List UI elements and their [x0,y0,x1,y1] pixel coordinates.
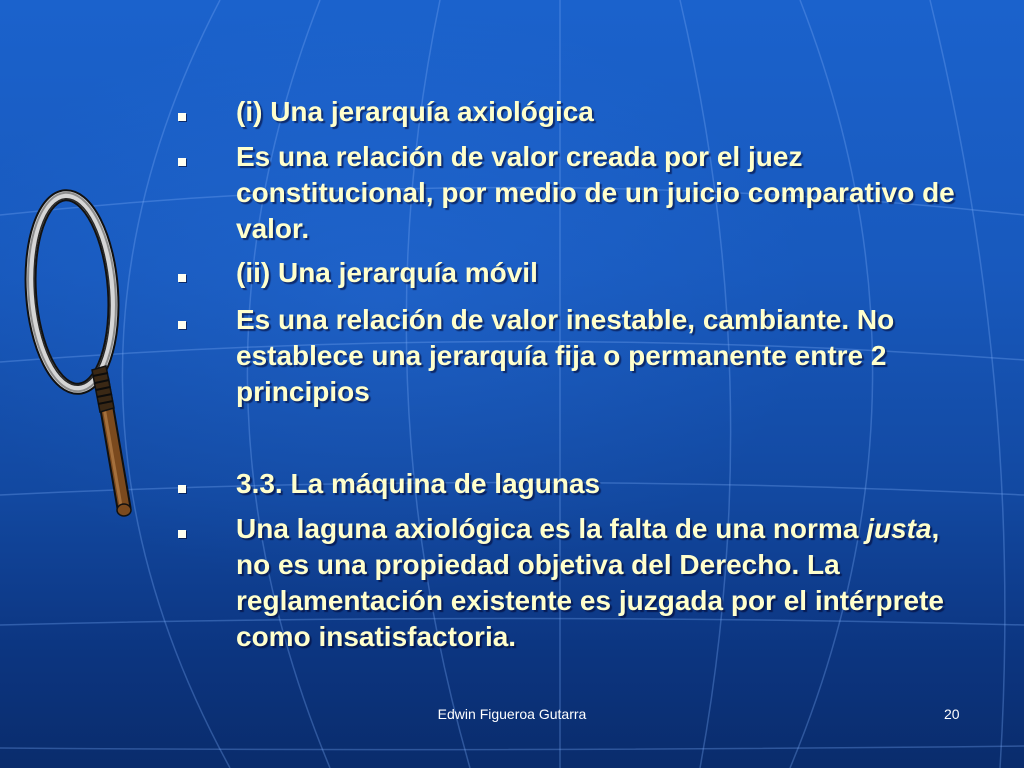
bullet-text-line: 3.3. La máquina de lagunas [236,468,601,499]
bullet-text-line: principios [236,376,370,407]
bullet-item [236,94,594,130]
bullet-text-line [236,511,944,547]
bullet-text-line: no es una propiedad objetiva del Derecho. La [236,549,840,580]
square-bullet-icon [178,274,186,282]
bullet-text-line: (i) Una jerarquía axiológica [236,96,594,127]
magnifier-handle [92,366,131,516]
bullet-text-line: como insatisfactoria. [236,621,517,652]
square-bullet-icon [178,113,186,121]
bullet-text-line: reglamentación existente es juzgada por el intérprete [236,585,944,616]
square-bullet-icon [178,530,186,538]
bullet-text-line: Es una relación de valor creada por el juez [236,141,803,172]
bullet-text-line: (ii) Una jerarquía móvil [236,257,538,288]
square-bullet-icon [178,158,186,166]
bullet-text-line: Es una relación de valor inestable, cambiante. No [236,304,895,335]
bullet-text-line: establece una jerarquía fija o permanente entre 2 [236,340,887,371]
italic-emphasis: justa [866,513,932,544]
square-bullet-icon [178,485,186,493]
bullet-item [236,139,955,247]
bullet-item [236,302,894,410]
bullet-item [236,466,600,502]
magnifying-glass-icon [20,180,150,532]
footer-author: Edwin Figueroa Gutarra [437,706,587,722]
text-segment: Una laguna axiológica es la falta de una norma [236,513,867,544]
bullet-text-line: constitucional, por medio de un juicio comparativo de [236,177,955,208]
bullet-text-line: valor. [236,213,310,244]
bullet-item [236,255,538,291]
magnifier-lens [22,190,123,395]
text-segment: , [931,513,940,544]
bullet-item [236,511,944,655]
square-bullet-icon [178,321,186,329]
slide-number: 20 [944,706,960,722]
